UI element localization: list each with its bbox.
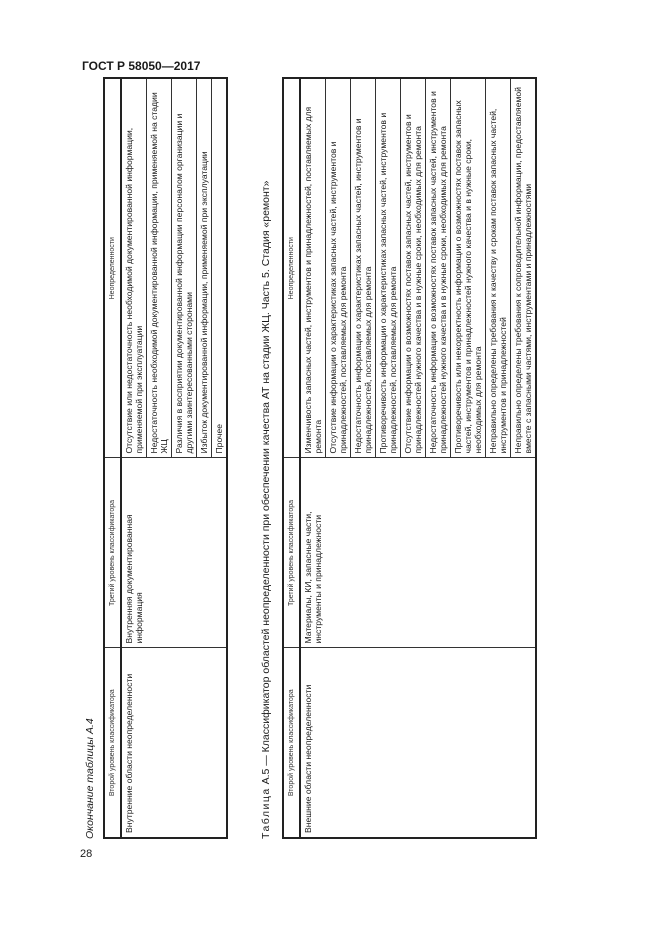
table-a4-caption: Окончание таблицы А.4	[84, 718, 96, 839]
table-a4-level2-cell: Внутренние области неопределенности	[121, 648, 227, 838]
table-a5-item: Недостаточность информации о характеристиках запасных частей, инструментов и принадлежностей, поставляемых для ремонта	[351, 78, 376, 458]
table-a5-header-level2: Второй уровень классификатора	[283, 648, 300, 838]
table-row	[300, 78, 326, 838]
table-a5-caption-text: А.5 — Классификатор областей неопределенности при обеспечении качества АТ на стадии ЖЦ. Часть 5. Стадия «ремонт»	[260, 180, 272, 788]
table-a5-item: Противоречивость информации о характеристиках запасных частей, инструментов и принадлежностей, поставляемых для ремонта	[376, 78, 401, 458]
standard-title: ГОСТ Р 58050—2017	[82, 59, 201, 73]
table-a5-item: Неправильно определены требования к качеству и срокам поставок запасных частей, инструментов и принадлежностей	[486, 78, 511, 458]
page-number: 28	[80, 848, 93, 860]
table-a4-item: Прочее	[212, 78, 228, 458]
table-a5-item: Недостаточность информации о возможностях поставок запасных частей, инструментов и принадлежностей нужного качества и в нужные сроки, необходимых для ремонта	[426, 78, 451, 458]
table-a5-header-row	[283, 78, 300, 838]
table-a4-level3-cell: Внутренняя документированная информация	[121, 458, 227, 648]
table-a4-header-row	[104, 78, 121, 838]
table-a5-header-level3: Третий уровень классификатора	[283, 458, 300, 648]
table-a5-item: Противоречивость или некорректность информации о возможностях поставок запасных частей, инструментов и принадлежностей нужного качества и в нужные сроки, необходимых для ремонта	[451, 78, 486, 458]
table-a5-header-uncertainties: Неопределенности	[283, 78, 300, 458]
table-a4-header-uncertainties: Неопределенности	[104, 78, 121, 458]
table-a4-item: Недостаточность необходимой документированной информации, применяемой на стадии ЖЦ	[147, 78, 172, 458]
table-a5-caption-label: Таблица	[260, 787, 272, 839]
table-a4-item: Различия в восприятии документированной информации персоналом организации и другими заинтересованными сторонами	[172, 78, 197, 458]
table-a4-item: Отсутствие или недостаточность необходимой документированной информации, применяемой при эксплуатации	[121, 78, 147, 458]
table-a4-header-level3: Третий уровень классификатора	[104, 458, 121, 648]
table-a4-header-level2: Второй уровень классификатора	[104, 648, 121, 838]
table-a4	[103, 77, 228, 839]
table-a5-item: Отсутствие информации о возможностях поставок запасных частей, инструментов и принадлежностей нужного качества и в нужные сроки, необходимых для ремонта	[401, 78, 426, 458]
rotated-tables-block	[84, 79, 624, 839]
table-row	[121, 78, 147, 838]
table-a5-item: Отсутствие информации о характеристиках запасных частей, инструментов и принадлежностей, поставляемых для ремонта	[326, 78, 351, 458]
table-a5-level3-cell: Материалы, КИ, запасные части, инструменты и принадлежности	[300, 458, 536, 648]
table-a5	[282, 77, 537, 839]
table-a5-item: Изменчивость запасных частей, инструментов и принадлежностей, поставляемых для ремонта	[300, 78, 326, 458]
table-a5-item: Неправильно определены требования к сопроводительной информации, предоставляемой вместе с запасными частями, инструментами и принадлежностями	[511, 78, 537, 458]
table-a4-item: Избыток документированной информации, применяемой при эксплуатации	[197, 78, 212, 458]
table-a5-level2-cell: Внешние области неопределенности	[300, 648, 536, 838]
table-a5-caption	[260, 181, 272, 839]
